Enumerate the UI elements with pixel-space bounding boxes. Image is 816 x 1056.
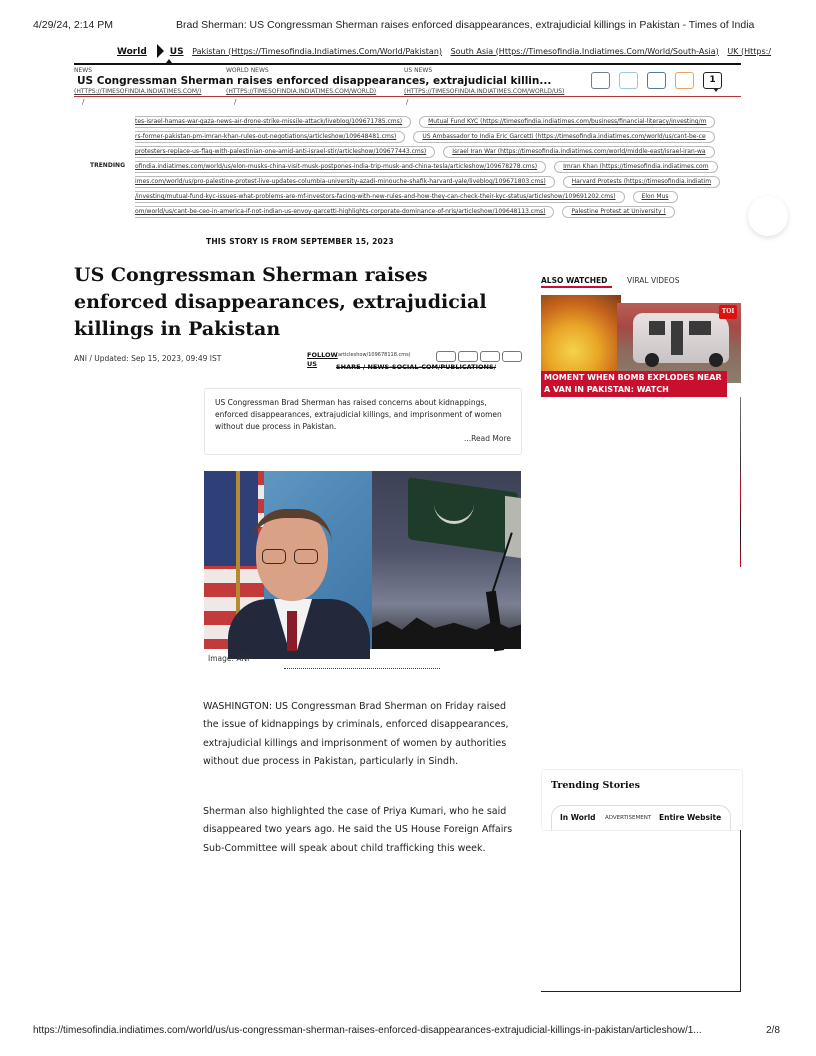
tab-viral-videos[interactable]: VIRAL VIDEOS [627, 276, 680, 285]
active-tab-underline [541, 286, 612, 288]
trending-row [135, 131, 741, 143]
trending-pill[interactable]: Palestine Protest at University ( [562, 206, 674, 218]
tab-in-world[interactable]: In World [560, 813, 596, 822]
scroll-to-top-button[interactable] [748, 196, 788, 236]
share-facebook-icon[interactable] [591, 72, 610, 89]
share-linkedin-icon[interactable] [647, 72, 666, 89]
article-headline: US Congressman Sherman raises enforced disappearances, extrajudicial killings in Pakistan [74, 264, 487, 340]
sticky-header-underline [74, 96, 741, 97]
trending-pill[interactable]: rs-former-pakistan-pm-imran-khan-rules-out-negotiations/articleshow/109648481.cms) [135, 131, 405, 143]
sticky-crumb-world-url[interactable]: (HTTPS://TIMESOFINDIA.INDIATIMES.COM/WORLD) [226, 88, 377, 95]
story-date-note: THIS STORY IS FROM SEPTEMBER 15, 2023 [206, 237, 394, 246]
share-row [336, 351, 522, 373]
print-footer-url: https://timesofindia.indiatimes.com/world/us/us-congressman-sherman-raises-enforced-disappearances-extrajudicial-killings-in-pakistan/articleshow/1... [33, 1025, 702, 1036]
trending-row [135, 176, 741, 188]
share-button[interactable] [436, 351, 456, 362]
trending-pill[interactable]: Harvard Protests (https://timesofindia.indiatim [563, 176, 720, 188]
share-button[interactable] [502, 351, 522, 362]
print-page-title: Brad Sherman: US Congressman Sherman raises enforced disappearances, extrajudicial killings in Pakistan - Times of India [176, 19, 755, 31]
breadcrumb [117, 44, 772, 58]
image-caption: Image: ANI [208, 654, 250, 663]
read-more-link[interactable]: ...Read More [464, 434, 511, 443]
article-hero-image [204, 471, 521, 649]
trending-pill[interactable]: om/world/us/cant-be-ceo-in-america-if-not-indian-us-envoy-garcetti-highlights-corporate-dominance-of-nris/articleshow/109648113.cms) [135, 206, 554, 218]
trending-stories-title: Trending Stories [551, 780, 641, 791]
breadcrumb-link-pakistan[interactable]: Pakistan (Https://Timesofindia.Indiatimes.Com/World/Pakistan) [192, 46, 443, 56]
trending-pill[interactable]: tes-israel-hamas-war-gaza-news-air-drone-strike-missile-attack/liveblog/109671785.cms) [135, 116, 411, 128]
trending-label: TRENDING [90, 162, 125, 169]
sticky-crumb-world-news[interactable]: WORLD NEWS [226, 67, 269, 74]
share-twitter-icon[interactable] [619, 72, 638, 89]
trending-pill[interactable]: imes.com/world/us/pro-palestine-protest-live-updates-columbia-university-azadi-minouche-shafik-harvard-yale/liveblog/109671803.cms) [135, 176, 555, 188]
sticky-article-title: US Congressman Sherman raises enforced disappearances, extrajudicial killin... [77, 75, 552, 87]
pakistan-flag-photo [372, 471, 521, 649]
breadcrumb-us-link[interactable]: US [169, 46, 184, 57]
print-datetime: 4/29/24, 2:14 PM [33, 19, 113, 31]
print-page-number: 2/8 [766, 1025, 780, 1036]
crumb-separator: / [82, 98, 85, 106]
comment-count-button[interactable]: 1 [703, 72, 722, 89]
article-byline: ANI / Updated: Sep 15, 2023, 09:49 IST [74, 354, 222, 363]
trending-pill[interactable]: protesters-replace-us-flag-with-palestinian-one-amid-anti-israel-stir/articleshow/109677443.cms) [135, 146, 435, 158]
toi-badge: TOI [719, 305, 737, 319]
breadcrumb-world-link[interactable]: World [117, 46, 147, 57]
video-caption: MOMENT WHEN BOMB EXPLODES NEAR A VAN IN PAKISTAN: WATCH [541, 371, 727, 397]
breadcrumb-arrow-icon [157, 44, 164, 58]
breadcrumb-link-south-asia[interactable]: South Asia (Https://Timesofindia.Indiatimes.Com/World/South-Asia) [450, 46, 719, 56]
trending-row [135, 161, 741, 173]
trending-pill[interactable]: US Ambassador to India Eric Garcetti (https://timesofindia.indiatimes.com/world/us/cant-be-ce [413, 131, 714, 143]
share-button[interactable] [458, 351, 478, 362]
share-email-icon[interactable] [675, 72, 694, 89]
article-summary: US Congressman Brad Sherman has raised concerns about kidnappings, enforced disappearances, extrajudicial killings, and imprisonment of women without due process in Pakistan. [215, 398, 502, 431]
sticky-crumb-us-url[interactable]: (HTTPS://TIMESOFINDIA.INDIATIMES.COM/WORLD/US) [404, 88, 565, 95]
trending-row [135, 146, 741, 158]
trending-pill[interactable]: /investing/mutual-fund-kyc-issues-what-problems-are-mf-investors-facing-with-new-rules-and-how-they-can-check-their-kyc-status/articleshow/109691202.cms) [135, 191, 625, 203]
crumb-separator: / [406, 98, 409, 106]
article-summary-box [204, 388, 522, 455]
crumb-separator: / [234, 98, 237, 106]
header-divider [74, 63, 741, 65]
trending-pill[interactable]: ofindia.indiatimes.com/world/us/elon-musks-china-visit-musk-postpones-india-trip-musk-and-china-tesla/articleshow/109678278.cms) [135, 161, 546, 173]
dotted-separator [284, 668, 440, 670]
share-button[interactable] [480, 351, 500, 362]
ad-border [740, 830, 741, 992]
ad-border [541, 991, 741, 992]
share-overlay-small: (articleshow/109678118.cms) [336, 352, 411, 358]
trending-row [135, 191, 741, 203]
article-paragraph: WASHINGTON: US Congressman Brad Sherman on Friday raised the issue of kidnappings by criminals, enforced disappearances, extrajudicial killings and imprisonment of women by authorities without due process in Pakistan, particularly in Sindh. [203, 701, 509, 767]
sticky-crumb-news-url[interactable]: (HTTPS://TIMESOFINDIA.INDIATIMES.COM/) [74, 88, 202, 95]
advertisement-label: ADVERTISEMENT [605, 815, 652, 821]
sticky-crumb-us-news[interactable]: US NEWS [404, 67, 433, 74]
sidebar-border [740, 397, 741, 567]
tab-entire-website[interactable]: Entire Website [659, 813, 722, 822]
trending-row [135, 116, 741, 128]
tab-also-watched[interactable]: ALSO WATCHED [541, 276, 608, 285]
trending-row [135, 206, 741, 218]
article-paragraph: Sherman also highlighted the case of Priya Kumari, who he said disappeared two years ago. He said the US House Foreign Affairs Sub-Committee will speak about child trafficking this week. [203, 806, 513, 854]
trending-pill[interactable]: Elon Mus [633, 191, 678, 203]
trending-pill[interactable]: Israel Iran War (https://timesofindia.indiatimes.com/world/middle-east/israel-iran-wa [443, 146, 714, 158]
video-thumbnail[interactable] [541, 295, 741, 397]
trending-pill[interactable]: Mutual Fund KYC (https://timesofindia.indiatimes.com/business/financial-literacy/investing/m [419, 116, 715, 128]
sherman-portrait [204, 471, 372, 649]
trending-pill[interactable]: Imran Khan (https://timesofindia.indiatimes.com [554, 161, 717, 173]
comment-bubble-tail-icon [713, 88, 719, 92]
follow-us-link[interactable]: FOLLOW US [307, 351, 338, 368]
breadcrumb-link-uk[interactable]: UK (Https:/ [727, 46, 772, 56]
sticky-crumb-news[interactable]: NEWS [74, 67, 93, 74]
share-overlay-text: SHARE / NEWS-SOCIAL-COM/PUBLICATIONS/ [336, 363, 497, 371]
